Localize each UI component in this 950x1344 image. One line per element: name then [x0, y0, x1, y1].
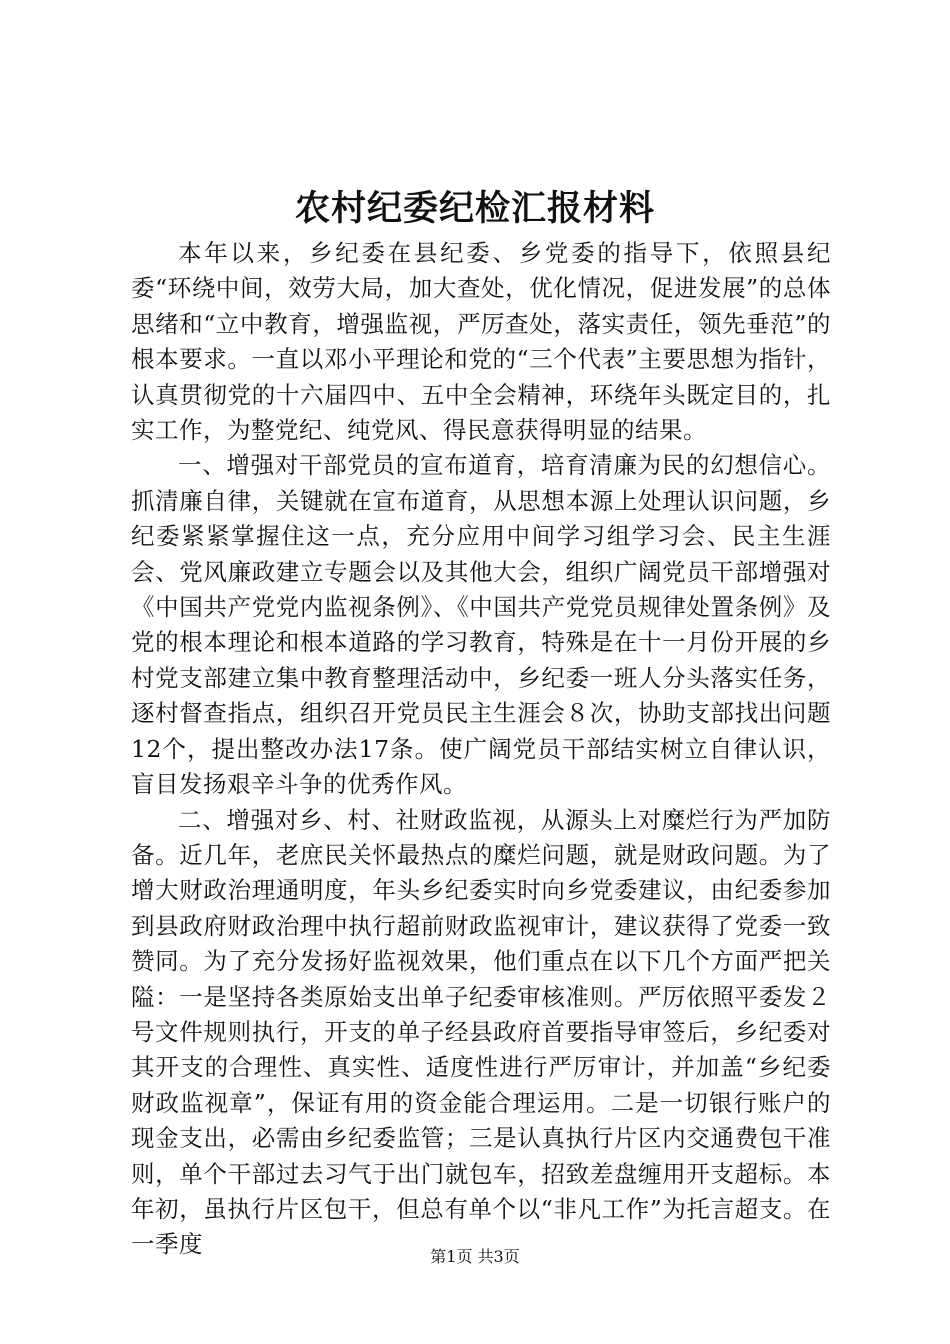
- page-footer: 第1页 共3页: [430, 1247, 520, 1266]
- document-body: [131, 236, 831, 1263]
- document-title: 农村纪委纪检汇报材料: [294, 188, 655, 229]
- section-one-paragraph: 一、增强对干部党员的宣布道育，培育清廉为民的幻想信心。抓清廉自律，关键就在宣布道育，从思想本源上处理认识问题，乡纪委紧紧掌握住这一点，充分应用中间学习组学习会、民主生涯会、党风廉政建立专题会以及其他大会，组织广阔党员干部增强对《中国共产党党内监视条例》、《中国共产党党员规律处置条例》及党的根本理论和根本道路的学习教育，特殊是在十一月份开展的乡村党支部建立集中教育整理活动中，乡纪委一班人分头落实任务，逐村督查指点，组织召开党员民主生涯会８次，协助支部找出问题12个，提出整改办法17条。使广阔党员干部结实树立自律认识，盲目发扬艰辛斗争的优秀作风。: [131, 451, 831, 799]
- section-two-paragraph: 二、增强对乡、村、社财政监视，从源头上对糜烂行为严加防备。近几年，老庶民关怀最热点的糜烂问题，就是财政问题。为了增大财政治理通明度，年头乡纪委实时向乡党委建议，由纪委参加到县政府财政治理中执行超前财政监视审计，建议获得了党委一致赞同。为了充分发扬好监视效果，他们重点在以下几个方面严把关隘：一是坚持各类原始支出单子纪委审核准则。严厉依照平委发２号文件规则执行，开支的单子经县政府首要指导审签后，乡纪委对其开支的合理性、真实性、适度性进行严厉审计，并加盖“乡纪委财政监视章”，保证有用的资金能合理运用。二是一切银行账户的现金支出，必需由乡纪委监管；三是认真执行片区内交通费包干准则，单个干部过去习气于出门就包车，招致差盘缠用开支超标。本年初，虽执行片区包干，但总有单个以“非凡工作”为托言超支。在一季度: [131, 805, 831, 1259]
- intro-paragraph: 本年以来，乡纪委在县纪委、乡党委的指导下，依照县纪委“环绕中间，效劳大局，加大查处，优化情况，促进发展”的总体思绪和“立中教育，增强监视，严厉查处，落实责任，领先垂范”的根本要求。一直以邓小平理论和党的“三个代表”主要思想为指针，认真贯彻党的十六届四中、五中全会精神，环绕年头既定目的，扎实工作，为整党纪、纯党风、得民意获得明显的结果。: [131, 239, 831, 445]
